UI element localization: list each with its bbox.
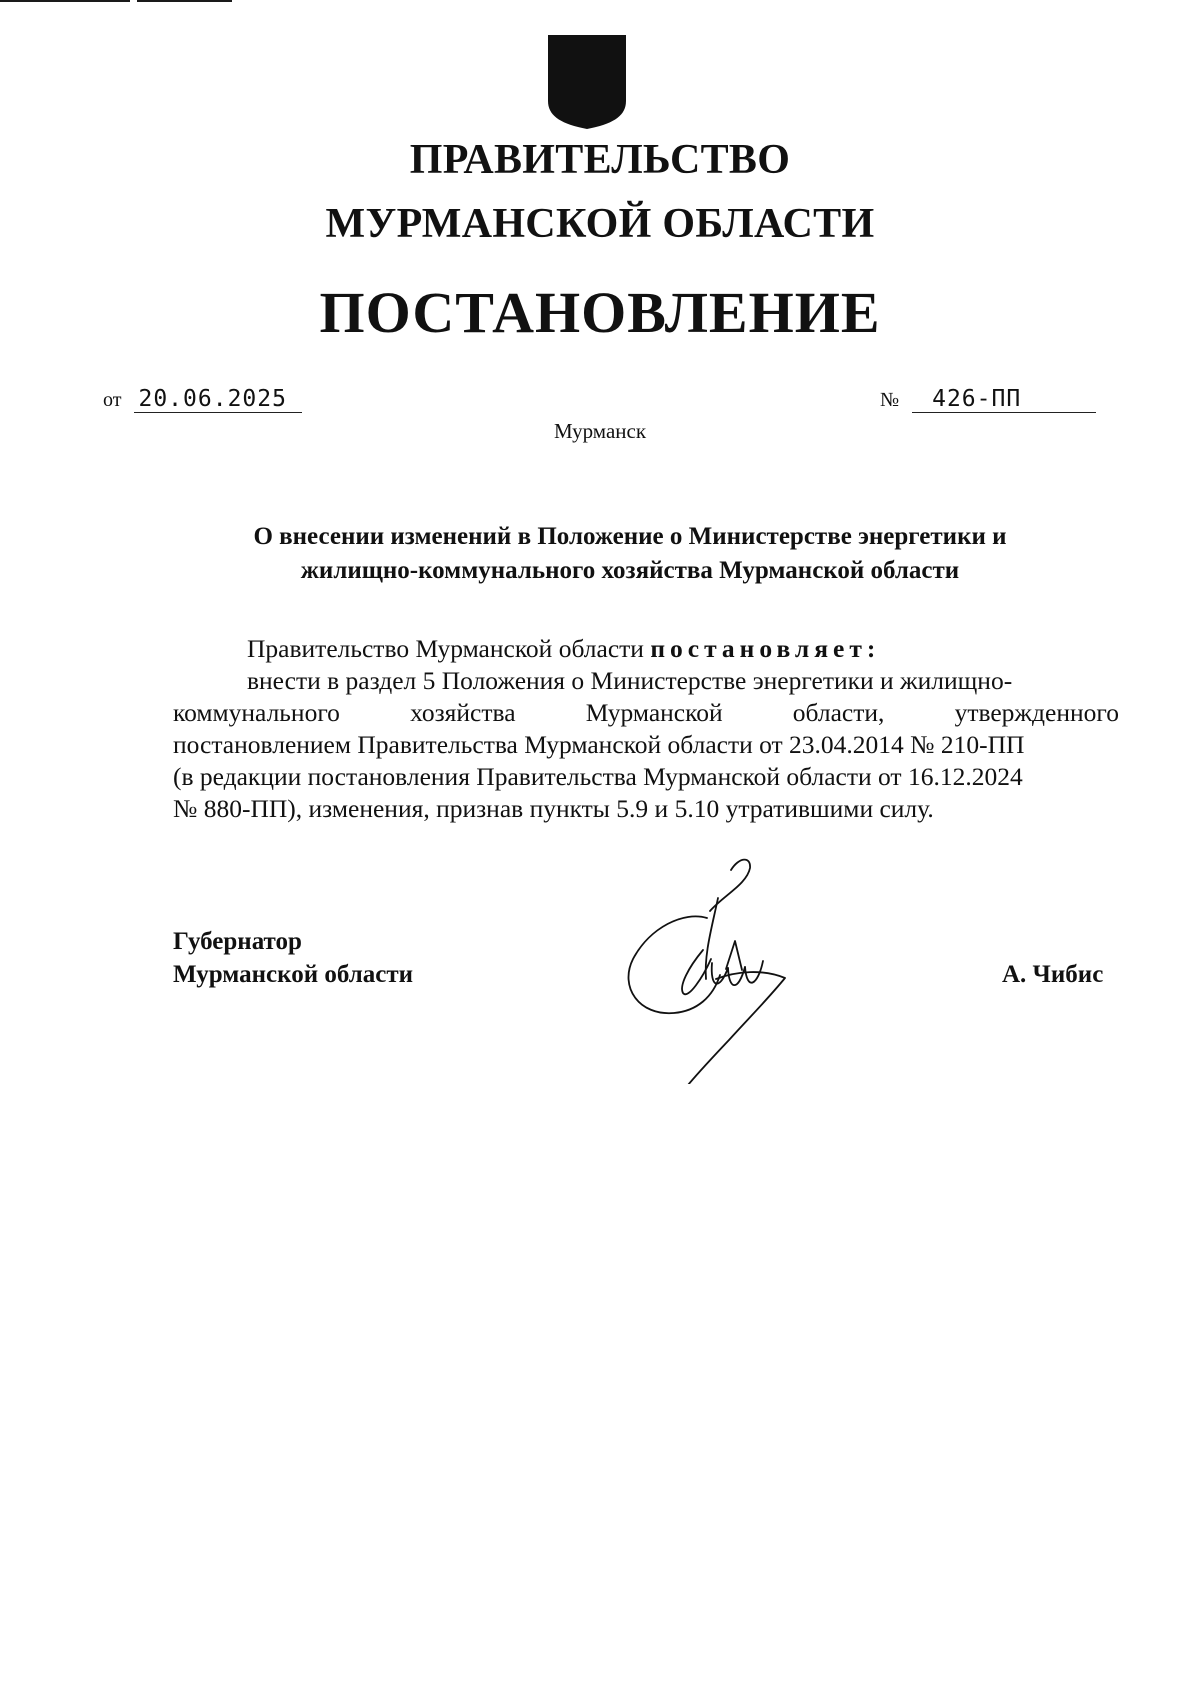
document-number-field bbox=[880, 388, 1096, 413]
signatory-position bbox=[173, 925, 413, 991]
resolution-intro bbox=[173, 633, 1119, 665]
body-line-2-word: Мурманской bbox=[585, 698, 723, 727]
resolution-body bbox=[173, 633, 1119, 825]
body-line-5: № 880-ПП), изменения, признав пункты 5.9 и 5.10 утратившими силу. bbox=[173, 794, 934, 823]
resolution-intro-spaced: постановляет: bbox=[650, 634, 881, 663]
scan-edge-line-right bbox=[137, 0, 232, 2]
government-title-line-2: МУРМАНСКОЙ ОБЛАСТИ bbox=[325, 201, 875, 247]
signatory-position-line-1: Губернатор bbox=[173, 928, 302, 955]
body-line-2-word: хозяйства bbox=[410, 698, 516, 727]
body-line-2-word: утвержденного bbox=[954, 698, 1119, 727]
signatory-name: А. Чибис bbox=[1002, 961, 1104, 988]
government-title-line-1: ПРАВИТЕЛЬСТВО bbox=[409, 137, 791, 183]
document-date-field bbox=[103, 388, 302, 413]
body-line-3: постановлением Правительства Мурманской области от 23.04.2014 № 210-ПП bbox=[173, 730, 1025, 759]
body-line-2-word: области, bbox=[792, 698, 885, 727]
document-subject bbox=[160, 520, 1100, 588]
document-number: 426-ПП bbox=[912, 388, 1096, 413]
body-line-2-word: коммунального bbox=[173, 698, 340, 727]
coat-of-arms-emblem-icon bbox=[546, 34, 628, 130]
signatory-position-line-2: Мурманской области bbox=[173, 961, 414, 988]
document-type-title: ПОСТАНОВЛЕНИЕ bbox=[319, 280, 881, 345]
body-line-4: (в редакции постановления Правительства Мурманской области от 16.12.2024 bbox=[173, 762, 1023, 791]
subject-line-2: жилищно-коммунального хозяйства Мурманской области bbox=[300, 556, 960, 584]
resolution-intro-regular: Правительство Мурманской области bbox=[247, 634, 644, 663]
body-line-1: внести в раздел 5 Положения о Министерстве энергетики и жилищно- bbox=[247, 666, 1013, 695]
document-date: 20.06.2025 bbox=[134, 388, 302, 413]
date-prefix: от bbox=[103, 389, 122, 411]
city-name: Мурманск bbox=[553, 419, 647, 443]
scan-edge-line-left bbox=[0, 0, 130, 2]
body-line-2 bbox=[173, 697, 1119, 729]
handwritten-signature-icon bbox=[612, 849, 822, 1084]
subject-line-1: О внесении изменений в Положение о Министерстве энергетики и bbox=[253, 522, 1007, 550]
number-prefix: № bbox=[880, 389, 900, 411]
